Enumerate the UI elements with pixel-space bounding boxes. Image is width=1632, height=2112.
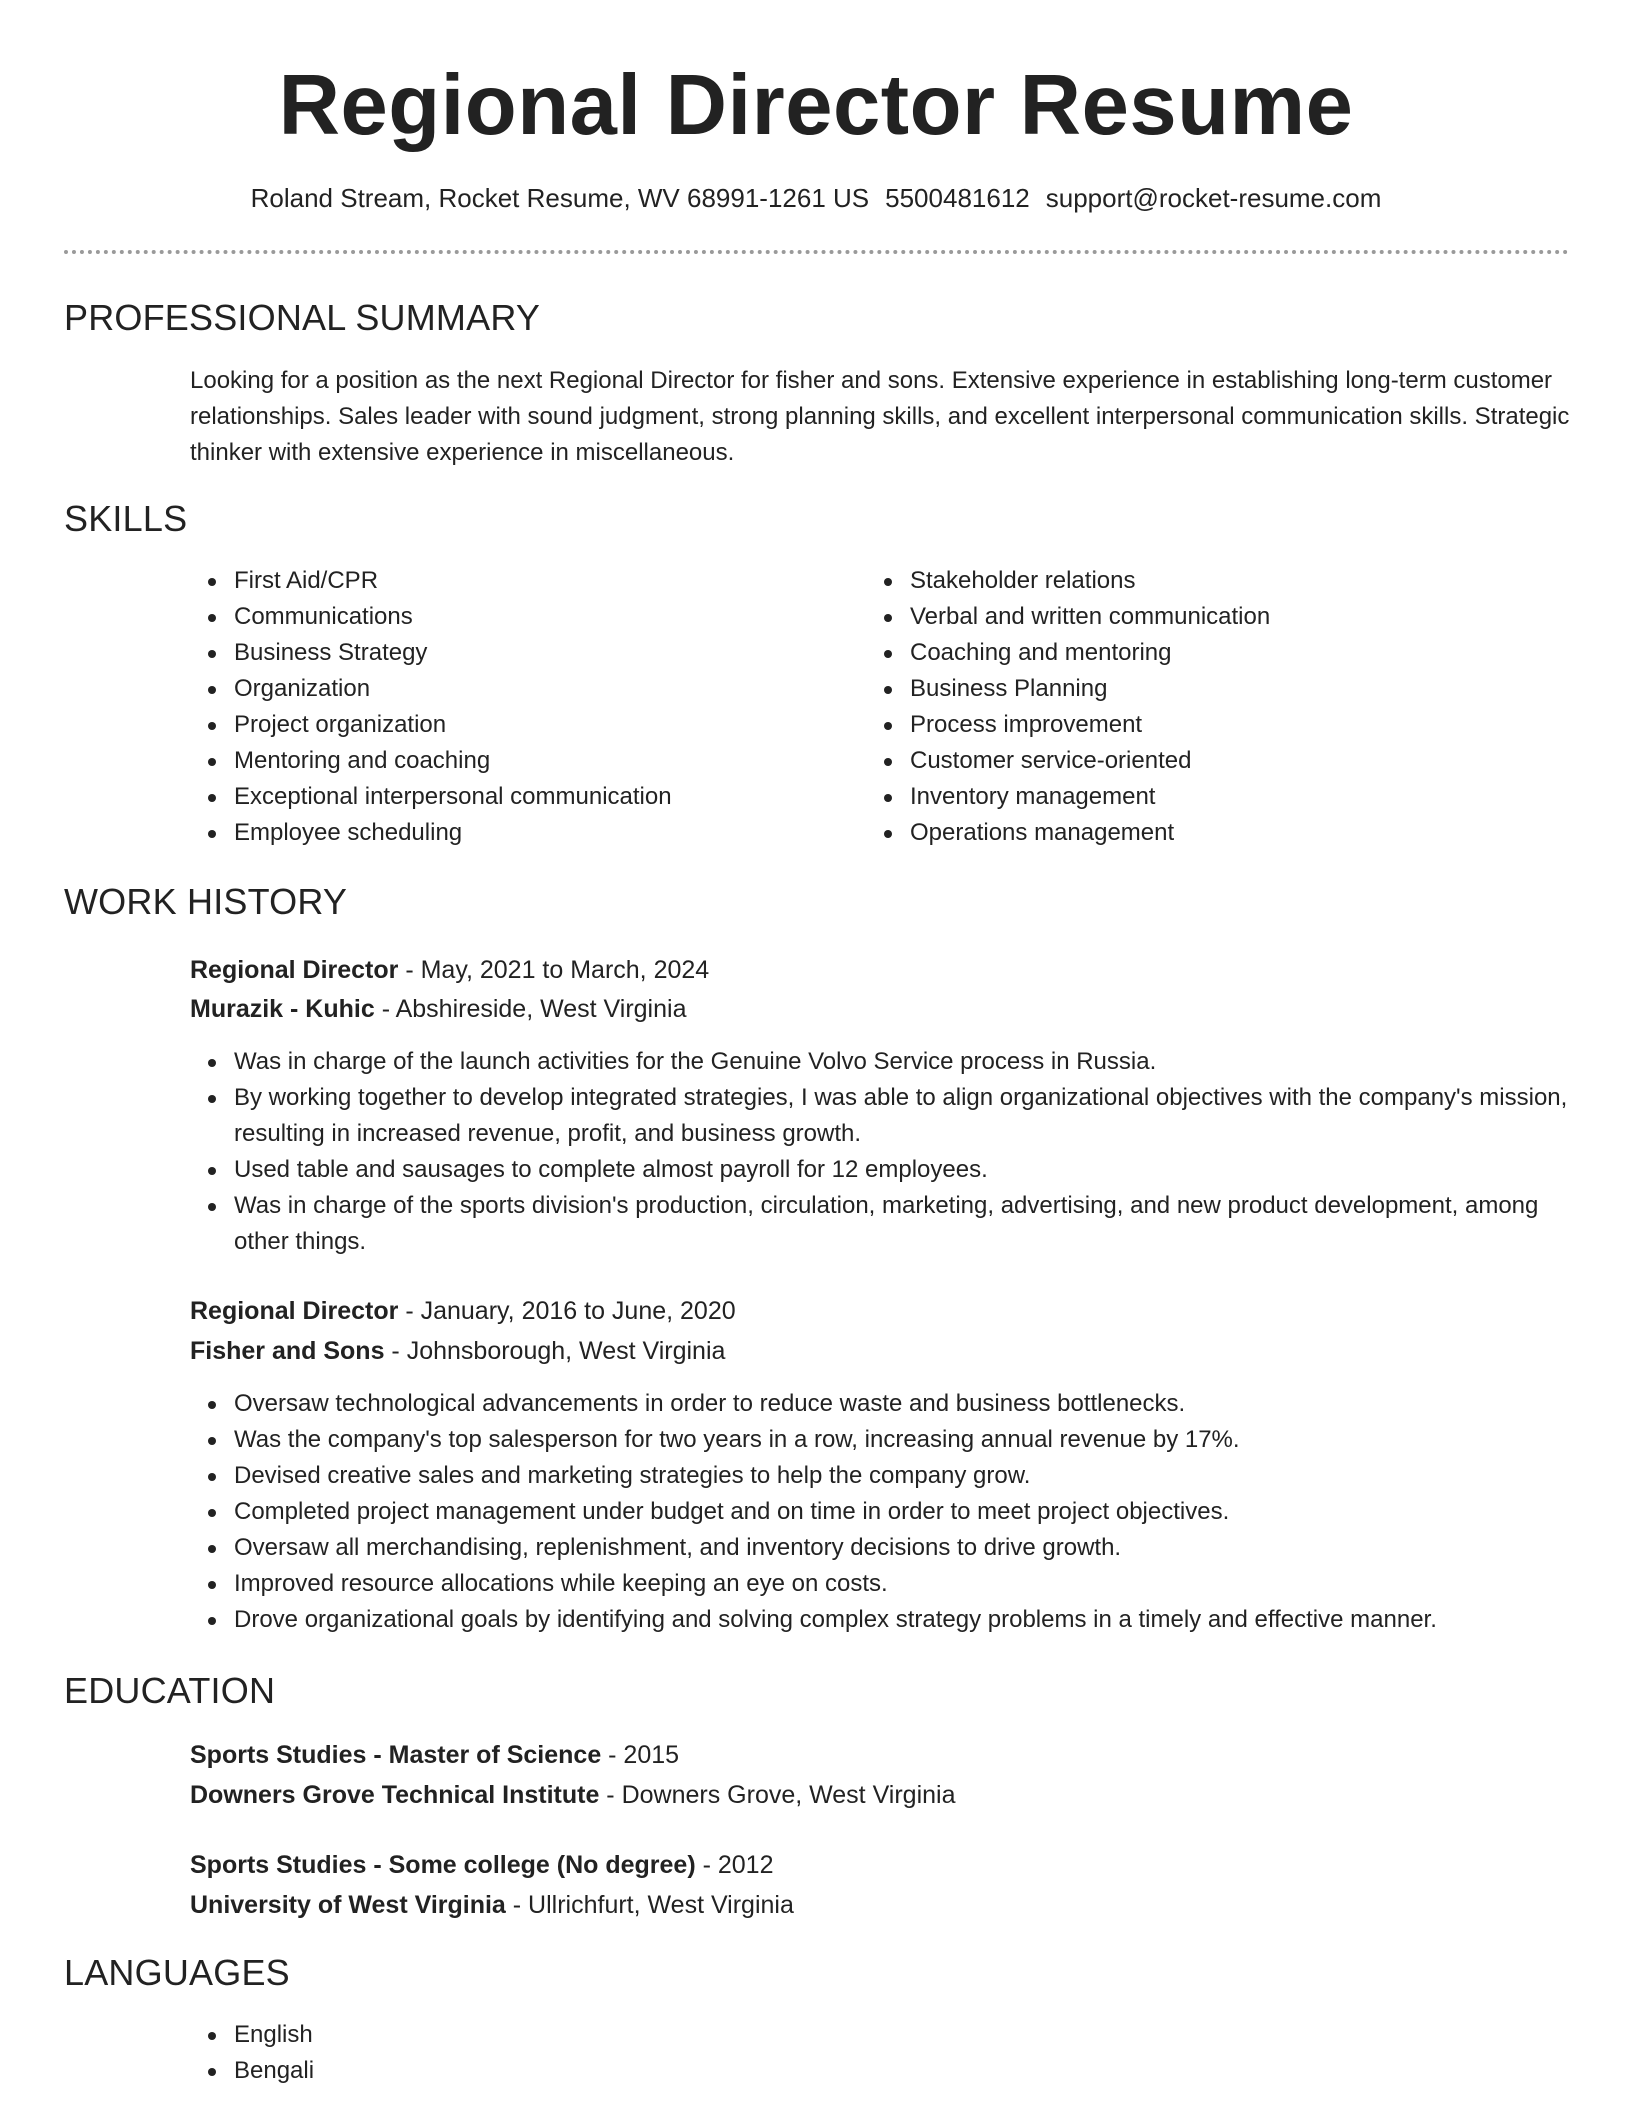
job-company: Fisher and Sons: [190, 1337, 385, 1365]
degree-line: [190, 1847, 774, 1883]
school-name: Downers Grove Technical Institute: [190, 1781, 600, 1809]
languages-list: [190, 2017, 1570, 2089]
job-bullets: [190, 1044, 1570, 1260]
job-bullet: Devised creative sales and marketing strategies to help the company grow.: [190, 1458, 1570, 1494]
job-bullet: By working together to develop integrated strategies, I was able to align organizational objectives with the company's mission, resulting in increased revenue, profit, and business growth.: [190, 1080, 1570, 1152]
skill-item: Exceptional interpersonal communication: [190, 779, 850, 815]
job-company-line: [190, 991, 686, 1027]
job-bullet: Oversaw all merchandising, replenishment, and inventory decisions to drive growth.: [190, 1530, 1570, 1566]
job-company-line: [190, 1333, 725, 1369]
skill-item: Business Planning: [866, 671, 1526, 707]
school-name: University of West Virginia: [190, 1891, 506, 1919]
skill-item: Process improvement: [866, 707, 1526, 743]
job-bullet: Improved resource allocations while keeping an eye on costs.: [190, 1566, 1570, 1602]
contact-address: Roland Stream, Rocket Resume, WV 68991-1261 US: [250, 183, 870, 213]
contact-line: [0, 180, 1632, 216]
job-location: - Johnsborough, West Virginia: [384, 1337, 726, 1365]
skill-item: Business Strategy: [190, 635, 850, 671]
skills-left-column: [190, 563, 850, 851]
job-bullet: Completed project management under budget and on time in order to meet project objectives.: [190, 1494, 1570, 1530]
skill-item: Inventory management: [866, 779, 1526, 815]
job-location: - Abshireside, West Virginia: [374, 995, 687, 1023]
header-divider: [64, 250, 1569, 254]
skill-item: Communications: [190, 599, 850, 635]
contact-email: support@rocket-resume.com: [1045, 183, 1382, 213]
job-bullets: [190, 1386, 1570, 1638]
job-bullet: Was the company's top salesperson for two years in a row, increasing annual revenue by 17%.: [190, 1422, 1570, 1458]
skill-item: Employee scheduling: [190, 815, 850, 851]
language-item: Bengali: [190, 2053, 1570, 2089]
skill-item: Customer service-oriented: [866, 743, 1526, 779]
degree-year: - 2012: [695, 1851, 774, 1879]
degree-name: Sports Studies - Master of Science: [190, 1741, 602, 1769]
education-heading: EDUCATION: [64, 1670, 276, 1711]
skill-item: Mentoring and coaching: [190, 743, 850, 779]
school-line: [190, 1887, 794, 1923]
work-heading: WORK HISTORY: [64, 881, 348, 922]
skill-item: Project organization: [190, 707, 850, 743]
job-dates: - May, 2021 to March, 2024: [398, 956, 710, 984]
job-bullet: Was in charge of the launch activities for the Genuine Volvo Service process in Russia.: [190, 1044, 1570, 1080]
job-company: Murazik - Kuhic: [190, 995, 375, 1023]
degree-year: - 2015: [601, 1741, 680, 1769]
job-bullet: Oversaw technological advancements in order to reduce waste and business bottlenecks.: [190, 1386, 1570, 1422]
job-bullet: Used table and sausages to complete almost payroll for 12 employees.: [190, 1152, 1570, 1188]
contact-phone: 5500481612: [885, 183, 1030, 213]
degree-line: [190, 1737, 679, 1773]
summary-heading: PROFESSIONAL SUMMARY: [64, 297, 541, 338]
resume-title: Regional Director Resume: [278, 58, 1354, 153]
skill-item: Verbal and written communication: [866, 599, 1526, 635]
skill-item: Stakeholder relations: [866, 563, 1526, 599]
skills-right-column: [866, 563, 1526, 851]
languages-heading: LANGUAGES: [64, 1952, 290, 1993]
school-location: - Ullrichfurt, West Virginia: [505, 1891, 794, 1919]
job-title-line: [190, 1293, 736, 1329]
school-line: [190, 1777, 956, 1813]
job-title-line: [190, 952, 709, 988]
school-location: - Downers Grove, West Virginia: [599, 1781, 956, 1809]
skill-item: Operations management: [866, 815, 1526, 851]
job-dates: - January, 2016 to June, 2020: [398, 1297, 736, 1325]
degree-name: Sports Studies - Some college (No degree): [190, 1851, 696, 1879]
job-bullet: Was in charge of the sports division's production, circulation, marketing, advertising, and new product development, among other things.: [190, 1188, 1570, 1260]
summary-text: Looking for a position as the next Regional Director for fisher and sons. Extensive experience in establishing long-term customer relationships. Sales leader with sound judgment, strong planning skills, and excellent interpersonal communication skills. Strategic thinker with extensive experience in miscellaneous.: [190, 367, 1570, 466]
language-item: English: [190, 2017, 1570, 2053]
job-title: Regional Director: [190, 1297, 399, 1325]
job-title: Regional Director: [190, 956, 399, 984]
skill-item: Coaching and mentoring: [866, 635, 1526, 671]
skills-heading: SKILLS: [64, 498, 188, 539]
job-bullet: Drove organizational goals by identifying and solving complex strategy problems in a timely and effective manner.: [190, 1602, 1570, 1638]
skill-item: Organization: [190, 671, 850, 707]
skill-item: First Aid/CPR: [190, 563, 850, 599]
